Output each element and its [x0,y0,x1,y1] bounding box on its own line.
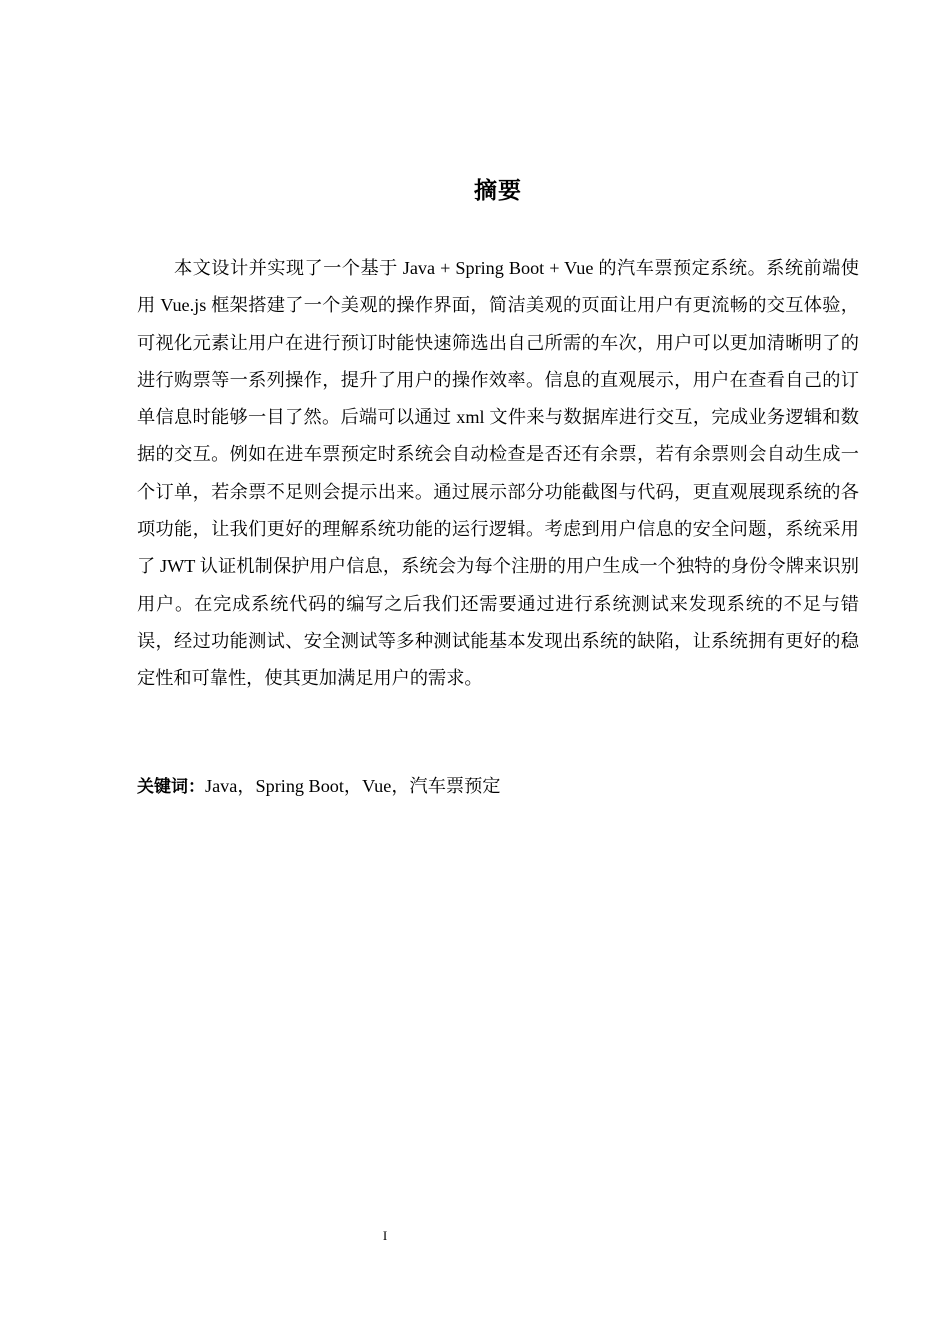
page-title: 摘要 [474,178,522,204]
keywords-line [137,770,859,803]
keywords-value: Java，Spring Boot，Vue，汽车票预定 [205,776,501,796]
abstract-paragraph: 本文设计并实现了一个基于 Java + Spring Boot + Vue 的汽车票预定系统。系统前端使用 Vue.js 框架搭建了一个美观的操作界面，简洁美观的页面让用户有更流畅的交互体验，可视化元素让用户在进行预订时能快速筛选出自己所需的车次，用户可以更加清晰明了的进行购票等一系列操作，提升了用户的操作效率。信息的直观展示，用户在查看自己的订单信息时能够一目了然。后端可以通过 xml 文件来与数据库进行交互，完成业务逻辑和数据的交互。例如在进车票预定时系统会自动检查是否还有余票，若有余票则会自动生成一个订单，若余票不足则会提示出来。通过展示部分功能截图与代码，更直观展现系统的各项功能，让我们更好的理解系统功能的运行逻辑。考虑到用户信息的安全问题，系统采用了 JWT 认证机制保护用户信息，系统会为每个注册的用户生成一个独特的身份令牌来识别用户。在完成系统代码的编写之后我们还需要通过进行系统测试来发现系统的不足与错误，经过功能测试、安全测试等多种测试能基本发现出系统的缺陷，让系统拥有更好的稳定性和可靠性，使其更加满足用户的需求。 [137,258,859,689]
keywords-label: 关键词： [137,777,205,797]
page-number: I [382,1228,388,1243]
